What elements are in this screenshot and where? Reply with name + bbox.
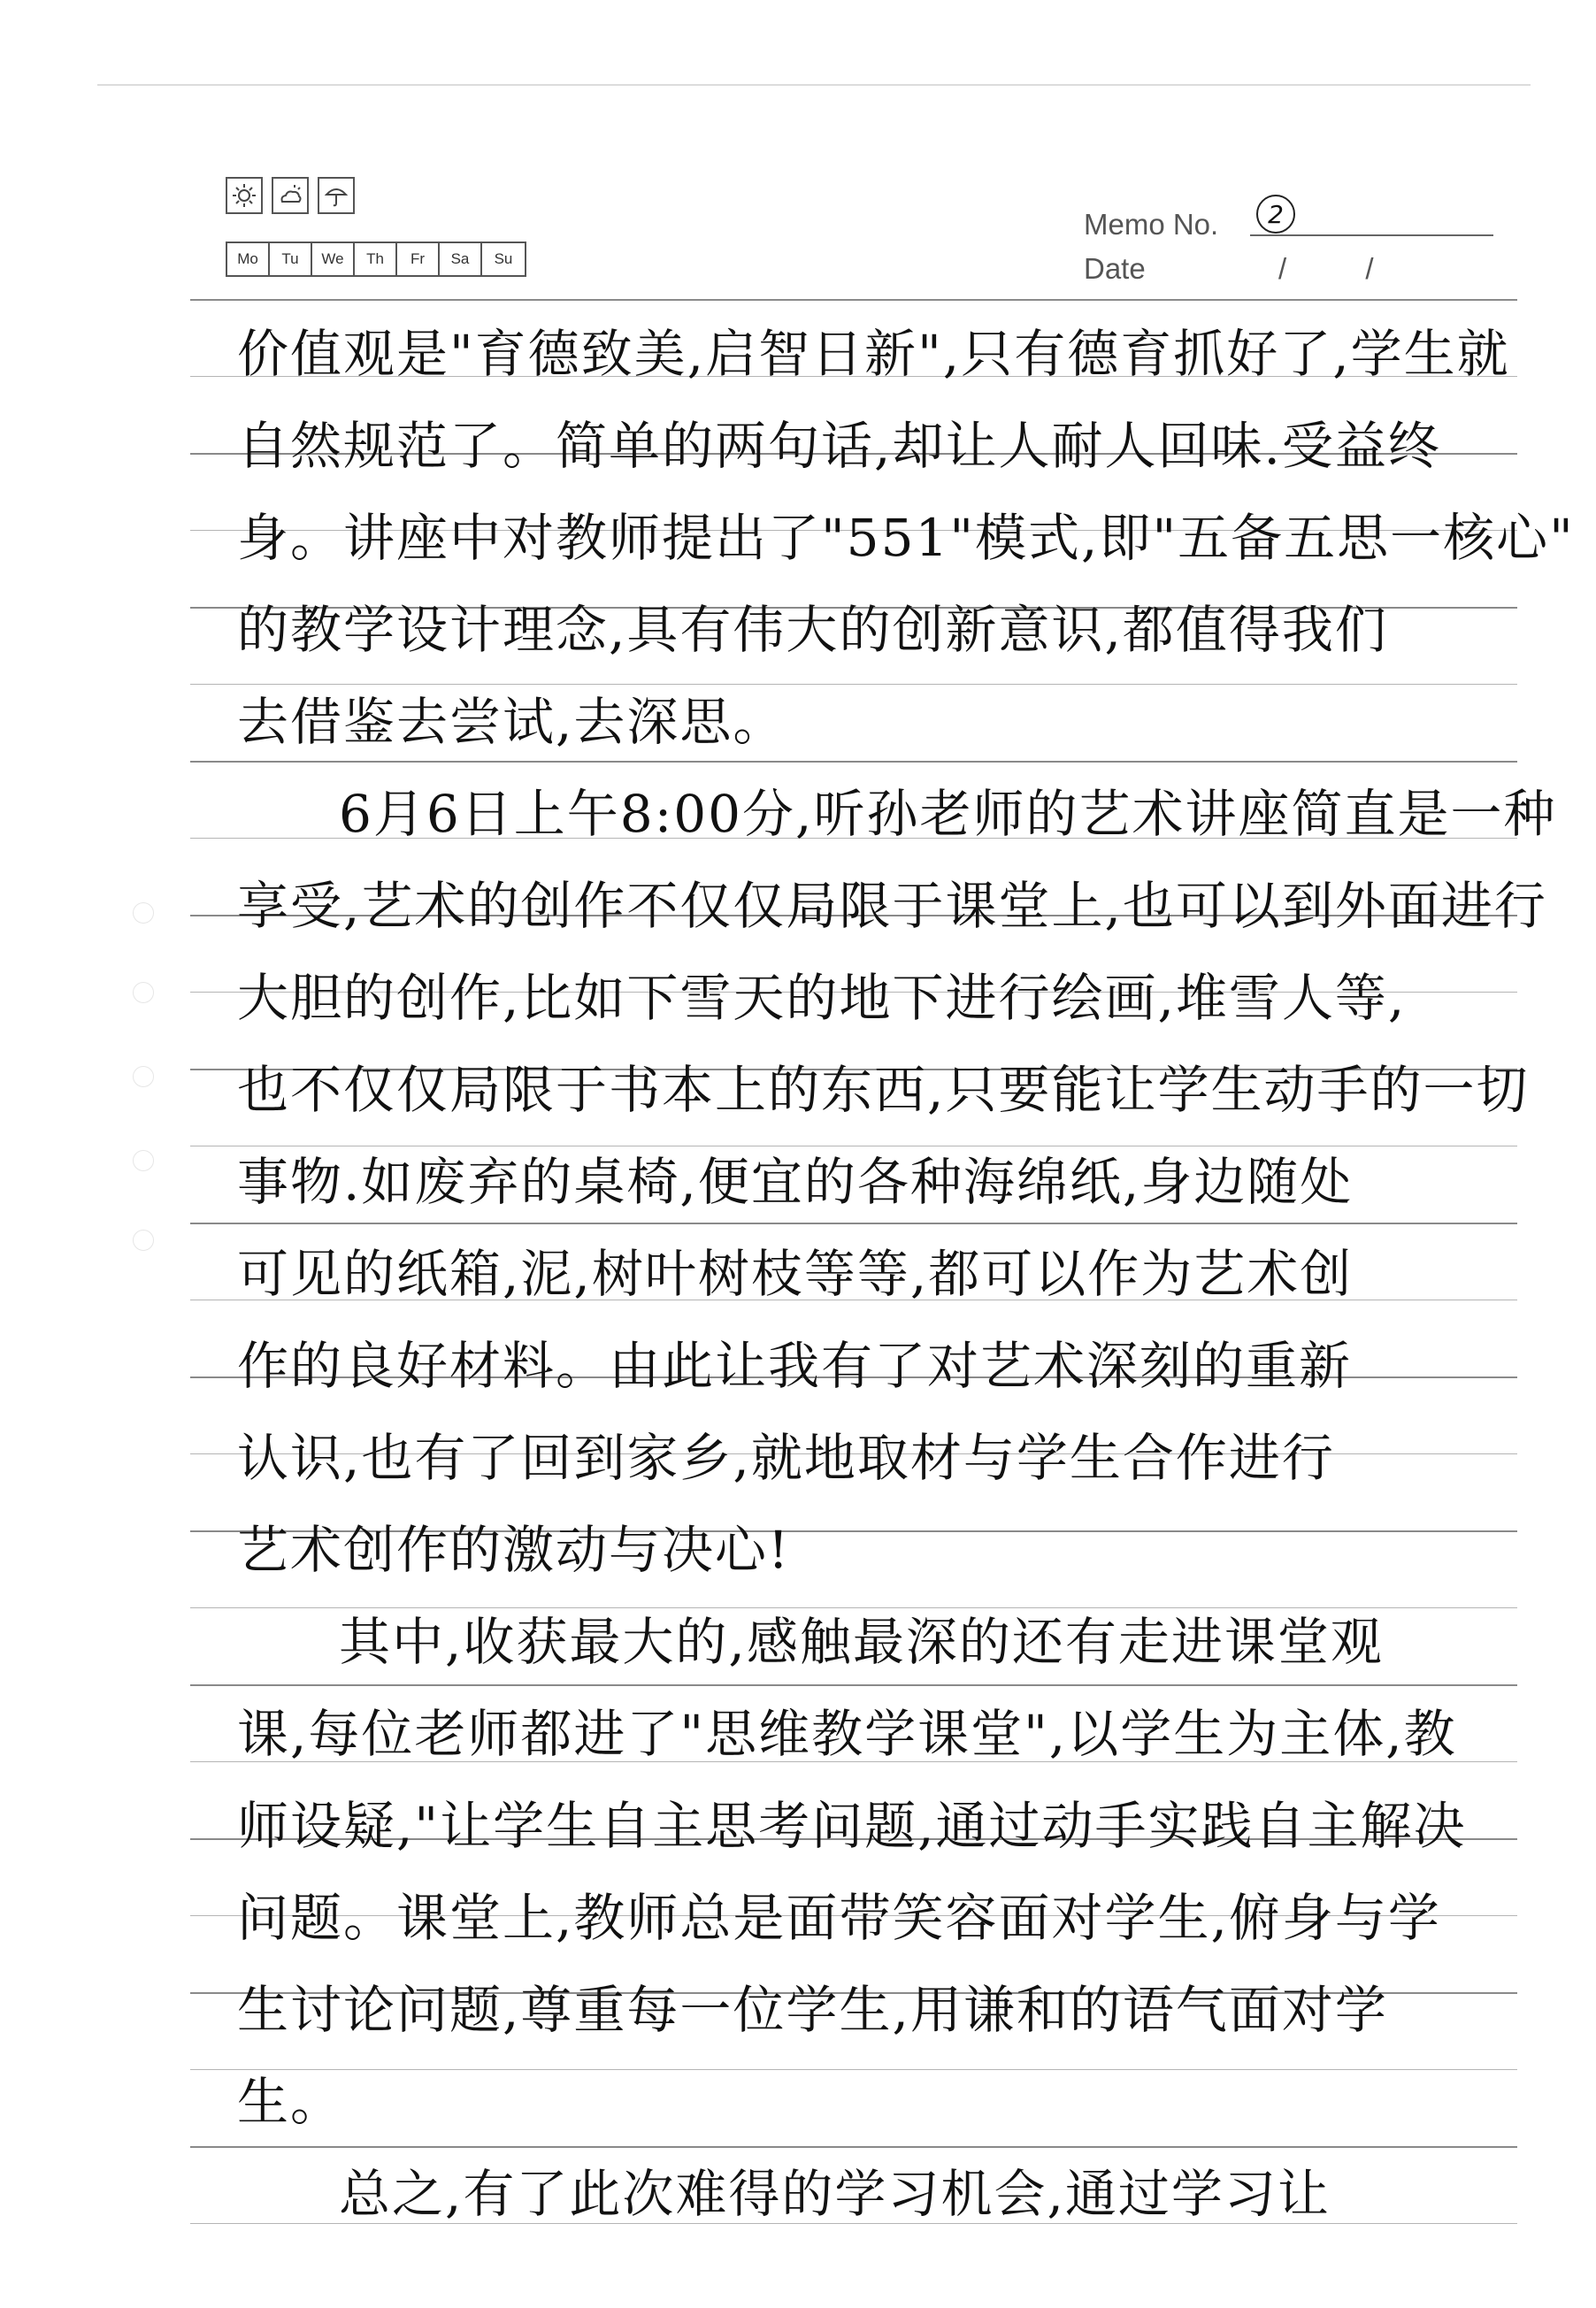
- text-line: 其中,收获最大的,感触最深的还有走进课堂观: [339, 1612, 1384, 1672]
- text-line: 去借鉴去尝试,去深思。: [237, 692, 786, 752]
- date-label: Date: [1084, 252, 1146, 285]
- text-line: 认识,也有了回到家乡,就地取材与学生合作进行: [237, 1428, 1335, 1488]
- text-line: 享受,艺术的创作不仅仅局限于课堂上,也可以到外面进行: [237, 876, 1547, 936]
- text-line: 也不仅仅局限于书本上的东西,只要能让学生动手的一切: [237, 1060, 1530, 1120]
- punch-hole: [133, 1066, 154, 1087]
- ruled-line: [190, 761, 1517, 763]
- text-line: 自然规范了。简单的两句话,却让人耐人回味.受益终: [237, 416, 1441, 476]
- day-box: Mo: [227, 243, 270, 275]
- weather-icons: [226, 177, 355, 214]
- ruled-line: [190, 299, 1517, 301]
- day-box: Sa: [440, 243, 482, 275]
- text-line: 作的良好材料。由此让我有了对艺术深刻的重新: [237, 1336, 1353, 1396]
- text-line: 师设疑,"让学生自主思考问题,通过动手实践自主解决: [237, 1796, 1467, 1856]
- weekday-boxes: [226, 242, 526, 277]
- day-box: Fr: [397, 243, 440, 275]
- memo-number-value: 2: [1256, 195, 1295, 234]
- text-line: 的教学设计理念,具有伟大的创新意识,都值得我们: [237, 600, 1388, 660]
- punch-hole: [133, 1150, 154, 1171]
- ruled-line: [190, 1684, 1517, 1686]
- text-line: 课,每位老师都进了"思维教学课堂",以学生为主体,教: [237, 1704, 1457, 1764]
- text-line: 价值观是"育德致美,启智日新",只有德育抓好了,学生就: [237, 324, 1510, 384]
- text-line: 问题。课堂上,教师总是面带笑容面对学生,俯身与学: [237, 1888, 1441, 1948]
- top-divider: [97, 84, 1531, 86]
- ruled-line: [190, 2146, 1517, 2148]
- date-separators: / /: [1278, 252, 1374, 285]
- day-box: Tu: [270, 243, 312, 275]
- ruled-line: [190, 1223, 1517, 1224]
- ruled-line: [190, 2069, 1517, 2070]
- text-line: 生讨论问题,尊重每一位学生,用谦和的语气面对学: [237, 1980, 1388, 2040]
- memo-number-underline: [1250, 234, 1493, 236]
- text-line: 身。讲座中对教师提出了"551"模式,即"五备五思一核心": [237, 508, 1575, 568]
- sun-icon: [226, 177, 263, 214]
- text-line: 可见的纸箱,泥,树叶树枝等等,都可以作为艺术创: [237, 1244, 1354, 1304]
- text-line: 总之,有了此次难得的学习机会,通过学习让: [339, 2164, 1331, 2224]
- day-box: Su: [494, 250, 513, 267]
- ruled-line: [190, 684, 1517, 685]
- punch-hole: [133, 982, 154, 1003]
- ruled-line: [190, 1607, 1517, 1608]
- partly-cloudy-icon: [272, 177, 309, 214]
- text-line: 大胆的创作,比如下雪天的地下进行绘画,堆雪人等,: [237, 968, 1407, 1028]
- text-line: 6月6日上午8:00分,听孙老师的艺术讲座简直是一种: [339, 784, 1557, 844]
- punch-hole: [133, 902, 154, 924]
- day-box: Th: [355, 243, 397, 275]
- text-line: 事物.如废弃的桌椅,便宜的各种海绵纸,身边随处: [237, 1152, 1354, 1212]
- punch-hole: [133, 1230, 154, 1251]
- text-line: 艺术创作的激动与决心!: [237, 1520, 791, 1580]
- day-box: We: [312, 243, 355, 275]
- text-line: 生。: [237, 2072, 344, 2132]
- memo-number-label: Memo No.: [1084, 208, 1219, 241]
- umbrella-icon: [318, 177, 355, 214]
